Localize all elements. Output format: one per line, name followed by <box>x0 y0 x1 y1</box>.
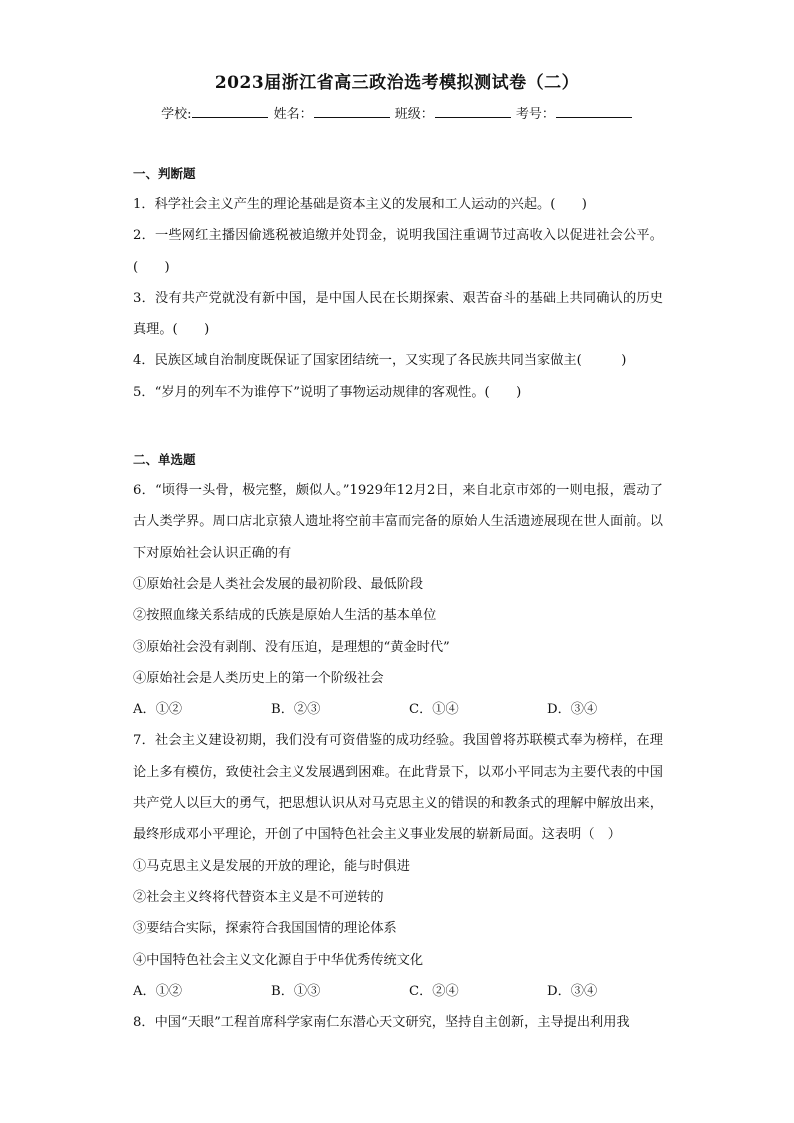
question-7-item-2: ②社会主义终将代替资本主义是不可逆转的 <box>133 889 384 905</box>
question-6-item-4: ④原始社会是人类历史上的第一个阶级社会 <box>133 670 384 686</box>
question-2: 2．一些网红主播因偷逃税被追缴并处罚金，说明我国注重调节过高收入以促进社会公平。( ) <box>133 228 663 275</box>
question-7-stem: 7．社会主义建设初期，我们没有可资借鉴的成功经验。我国曾将苏联模式奉为榜样，在理论上多有模仿，致使社会主义发展遇到困难。在此背景下，以邓小平同志为主要代表的中国共产党人以巨大的勇气，把思想认识从对马克思主义的错误的和教条式的理解中解放出来，最终形成邓小平理论，开创了中国特色社会主义事业发展的崭新局面。这表明（ ） <box>133 733 663 843</box>
option-b: B．①③ <box>271 983 321 999</box>
question-5: 5．“岁月的列车不为谁停下”说明了事物运动规律的客观性。( ) <box>133 384 522 400</box>
question-3: 3．没有共产党就没有新中国，是中国人民在长期探索、艰苦奋斗的基础上共同确认的历史真理。( ) <box>133 290 663 338</box>
option-b: B．②③ <box>271 702 321 718</box>
option-c: C．②④ <box>409 983 459 999</box>
question-1: 1．科学社会主义产生的理论基础是资本主义的发展和工人运动的兴起。( ) <box>133 197 587 212</box>
question-7-item-3: ③要结合实际，探索符合我国国情的理论体系 <box>133 921 397 937</box>
school-label: 学校: <box>161 107 192 122</box>
option-a: A．①② <box>133 983 183 999</box>
exam-number-label: 考号： <box>515 107 555 122</box>
question-7-item-4: ④中国特色社会主义文化源自于中华优秀传统文化 <box>133 952 424 968</box>
school-blank <box>192 105 268 118</box>
question-6-item-2: ②按照血缘关系结成的氏族是原始人生活的基本单位 <box>133 608 437 624</box>
option-a: A．①② <box>133 702 183 718</box>
section-single-choice-title: 二、单选题 <box>133 452 196 468</box>
exam-title: 2023届浙江省高三政治选考模拟测试卷（二） <box>214 73 580 93</box>
question-6-item-1: ①原始社会是人类社会发展的最初阶段、最低阶段 <box>133 576 424 592</box>
class-blank <box>435 105 511 118</box>
question-6-item-3: ③原始社会没有剥削、没有压迫，是理想的“黄金时代” <box>133 639 450 655</box>
question-7-options <box>133 976 663 1007</box>
student-info-line <box>0 103 794 122</box>
question-4: 4．民族区域自治制度既保证了国家团结统一，又实现了各民族共同当家做主( ) <box>133 353 627 369</box>
option-d: D．③④ <box>547 702 598 718</box>
option-d: D．③④ <box>547 983 598 999</box>
question-7-item-1: ①马克思主义是发展的开放的理论，能与时俱进 <box>133 858 410 874</box>
question-6-options <box>133 694 663 725</box>
name-blank <box>314 105 390 118</box>
option-c: C．①④ <box>409 702 459 718</box>
exam-number-blank <box>556 105 632 118</box>
exam-content <box>133 163 663 1038</box>
question-8-stem: 8．中国“天眼”工程首席科学家南仁东潜心天文研究，坚持自主创新，主导提出利用我 <box>133 1015 630 1031</box>
question-6-stem: 6．“顷得一头骨，极完整，颇似人。”1929年12月2日，来自北京市郊的一则电报，震动了古人类学界。周口店北京猿人遗址将空前丰富而完备的原始人生活遗迹展现在世人面前。以下对原始社会认识正确的有 <box>133 483 663 561</box>
class-label: 班级： <box>394 107 434 122</box>
name-label: 姓名： <box>273 107 313 122</box>
section-judgment-title: 一、判断题 <box>133 166 196 181</box>
